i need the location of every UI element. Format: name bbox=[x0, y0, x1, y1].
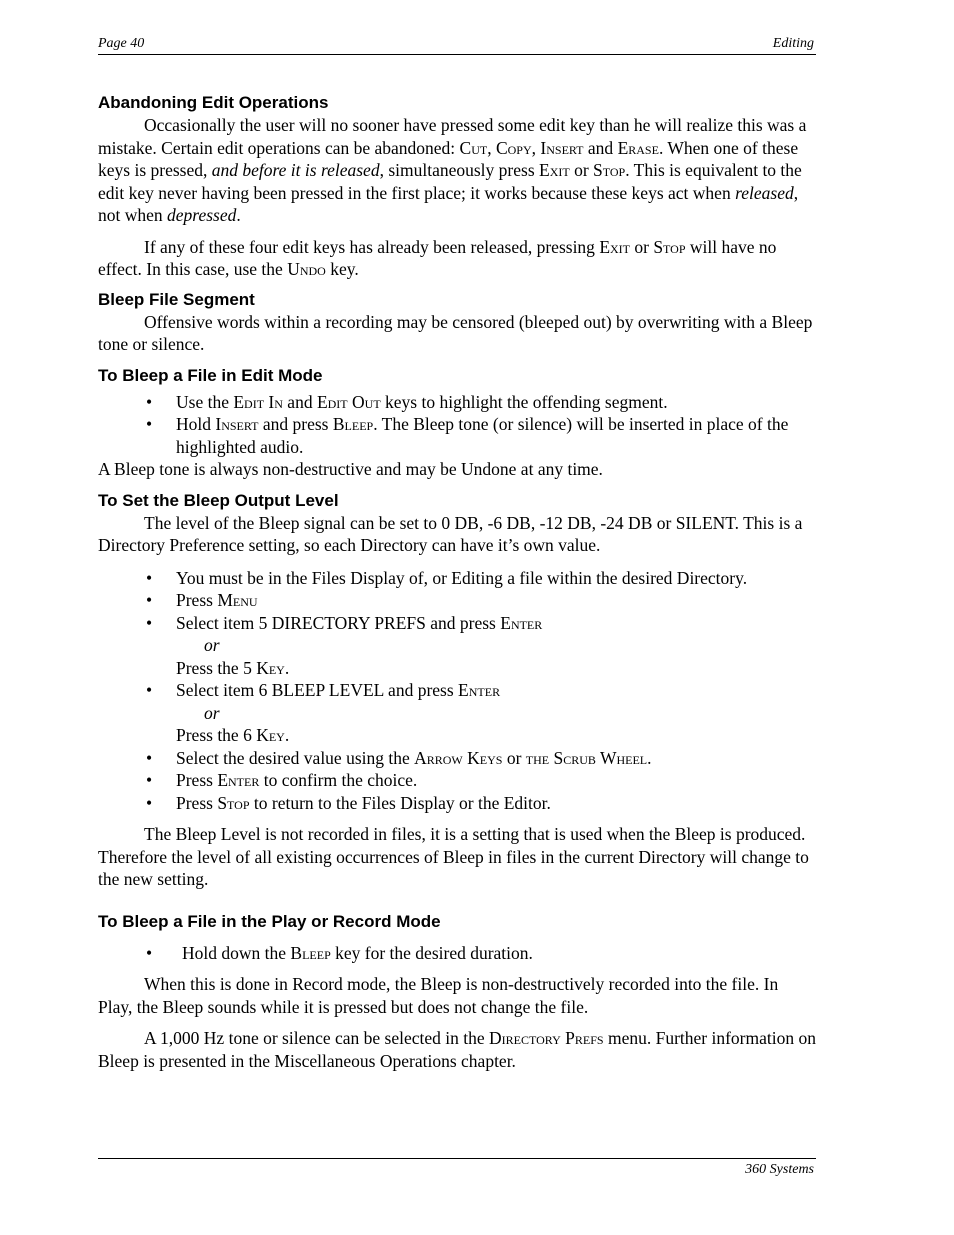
page-content bbox=[98, 92, 816, 1072]
heading-bleep-edit-mode: To Bleep a File in Edit Mode bbox=[98, 365, 323, 385]
heading-abandoning-edit: Abandoning Edit Operations bbox=[98, 93, 329, 112]
chapter-title: Editing bbox=[772, 36, 814, 51]
list-item: • Use the Edit In and Edit Out keys to highlight the offending segment. bbox=[146, 391, 668, 412]
bleep-level-steps-2 bbox=[98, 679, 816, 702]
alt-step: Press the 6 Key. bbox=[176, 725, 290, 745]
list-item: • Select item 5 DIRECTORY PREFS and press Enter bbox=[146, 612, 543, 633]
or-label: or bbox=[204, 635, 220, 655]
list-item: • Press Enter to confirm the choice. bbox=[146, 770, 418, 790]
footer-rule bbox=[98, 1158, 816, 1159]
bleep-level-steps-3 bbox=[98, 747, 816, 815]
paragraph-bleep-segment: Offensive words within a recording may be censored (bleeped out) by overwriting with a Bleep tone or silence. bbox=[98, 311, 813, 354]
heading-bleep-file-segment: Bleep File Segment bbox=[98, 289, 255, 309]
bleep-edit-note: A Bleep tone is always non-destructive and may be Undone at any time. bbox=[98, 459, 603, 479]
heading-bleep-play-record: To Bleep a File in the Play or Record Mode bbox=[98, 911, 441, 931]
alt-step: Press the 5 Key. bbox=[176, 657, 290, 678]
list-item: • Press Stop to return to the Files Display or the Editor. bbox=[146, 792, 551, 813]
heading-bleep-output-level: To Set the Bleep Output Level bbox=[98, 490, 339, 510]
page-header bbox=[98, 34, 816, 55]
page-number: Page 40 bbox=[98, 36, 145, 51]
paragraph-bleep-play-1: When this is done in Record mode, the Bleep is non-destructively recorded into the file. In Play, the Bleep sounds while it is pressed but does not change the file. bbox=[98, 974, 779, 1017]
list-item: • Hold Insert and press Bleep. The Bleep tone (or silence) will be inserted in place of the highlighted audio. bbox=[146, 414, 789, 457]
paragraph-bleep-level-2: The Bleep Level is not recorded in files, it is a setting that is used when the Bleep is produced. Therefore the level of all existing occurrences of Bleep in files in the current Directory will change to the new setting. bbox=[98, 824, 809, 889]
paragraph-bleep-level: The level of the Bleep signal can be set to 0 DB, -6 DB, -12 DB, -24 DB or SILENT. This is a Directory Preference setting, so each Directory can have it’s own value. bbox=[98, 512, 803, 555]
paragraph-abandon-1: Occasionally the user will no sooner have pressed some edit key than he will realize this was a mistake. Certain edit operations can be abandoned: Cut, Copy, Insert and Erase. When one of these keys is pressed, and before it is released, simultaneously press Exit or Stop. This is equivalent to the edit key never having been pressed in the first place; it works because these keys act when released, not when depressed. bbox=[98, 115, 807, 225]
or-label: or bbox=[204, 702, 220, 723]
bleep-edit-list bbox=[98, 391, 816, 459]
page-footer: 360 Systems bbox=[745, 1162, 814, 1177]
bleep-play-list bbox=[98, 942, 816, 965]
list-item: • You must be in the Files Display of, or Editing a file within the desired Directory. bbox=[146, 567, 748, 588]
list-item: • Select item 6 BLEEP LEVEL and press Enter bbox=[146, 680, 501, 700]
list-item: • Press Menu bbox=[146, 590, 258, 610]
bleep-level-steps bbox=[98, 567, 816, 635]
list-item: • Select the desired value using the Arrow Keys or the Scrub Wheel. bbox=[146, 747, 652, 768]
paragraph-abandon-2: If any of these four edit keys has already been released, pressing Exit or Stop will have no effect. In this case, use the Undo key. bbox=[98, 236, 777, 279]
list-item: • Hold down the Bleep key for the desired duration. bbox=[146, 942, 533, 963]
paragraph-bleep-play-2: A 1,000 Hz tone or silence can be selected in the Directory Prefs menu. Further information on Bleep is presented in the Miscellaneous Operations chapter. bbox=[98, 1028, 816, 1071]
